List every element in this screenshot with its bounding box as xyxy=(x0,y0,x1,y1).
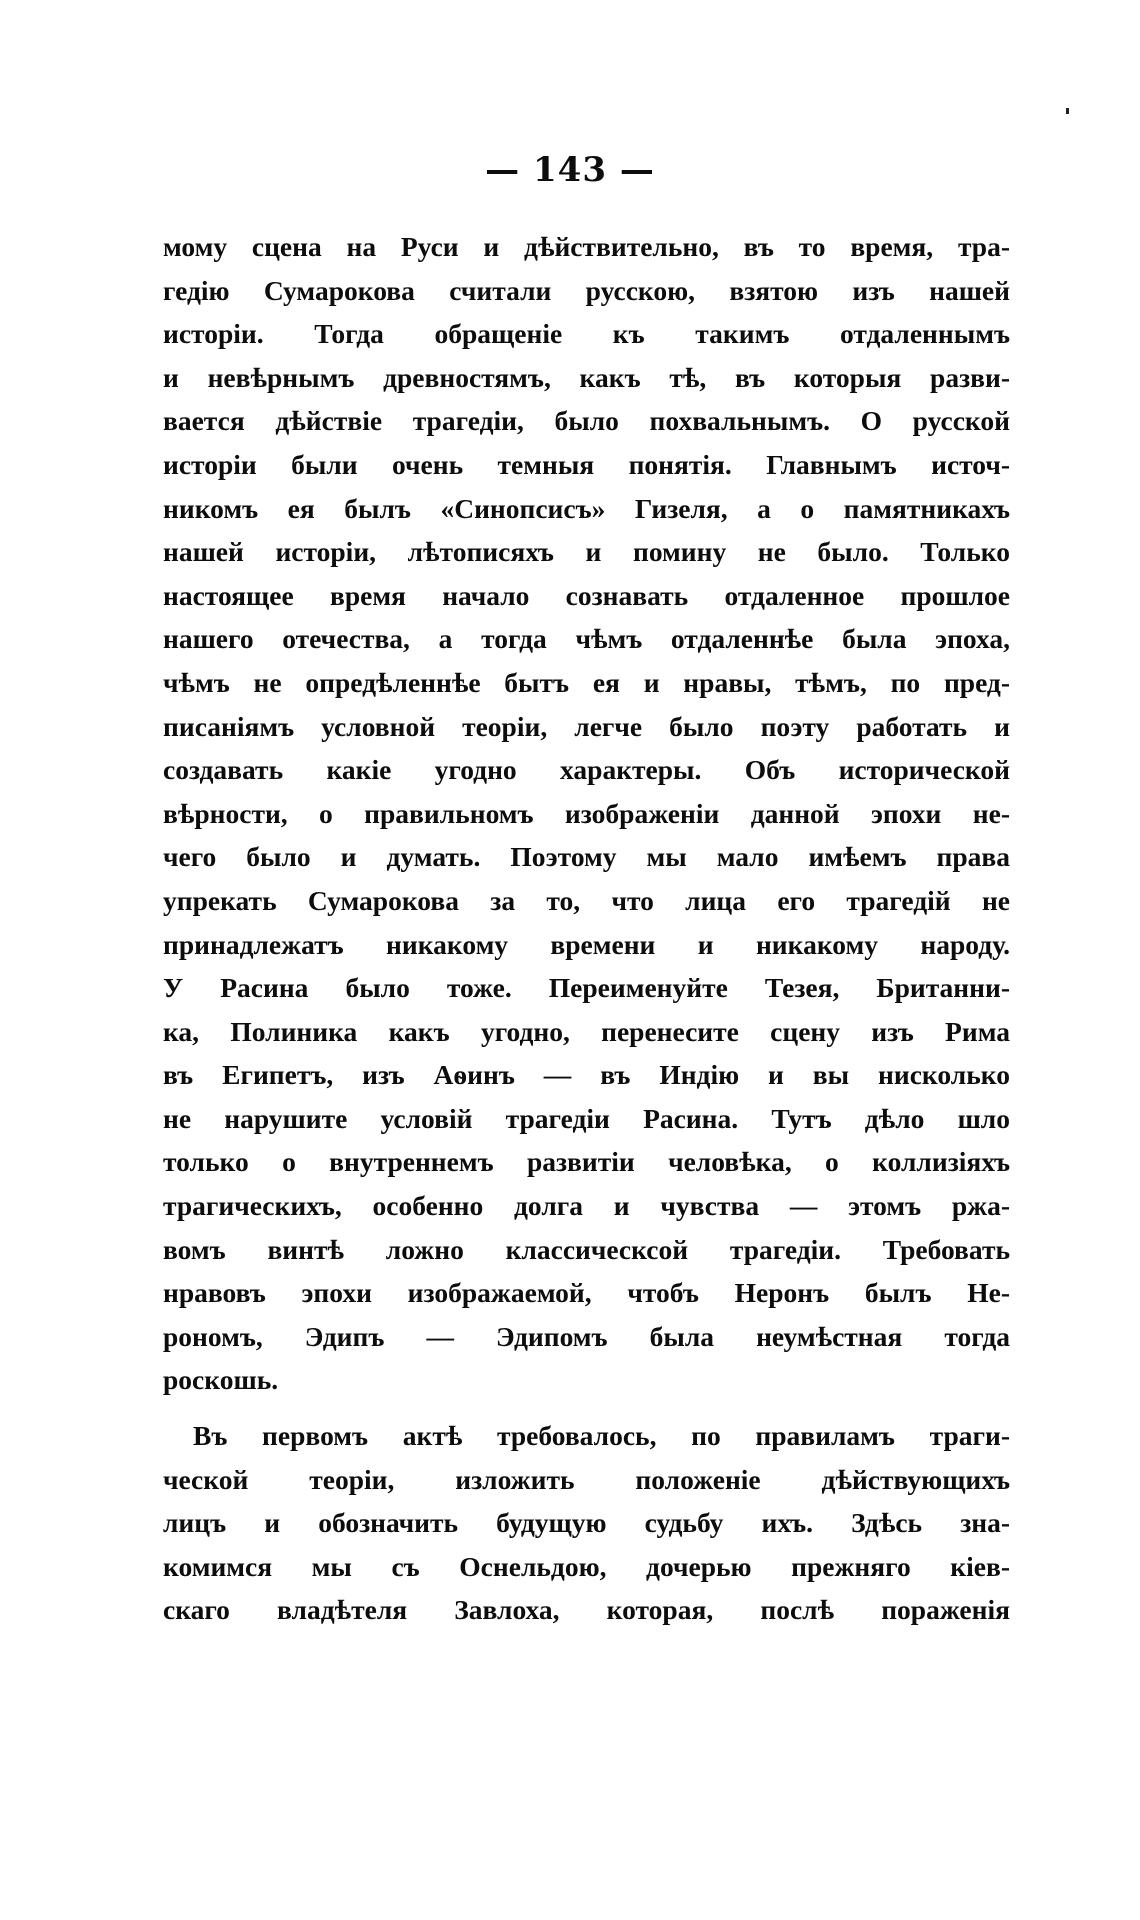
text-line: никомъ ея былъ «Синопсисъ» Гизеля, а о памятникахъ xyxy=(163,492,1010,524)
text-line: чѣмъ не опредѣленнѣе бытъ ея и нравы, тѣмъ, по пред- xyxy=(163,666,1010,698)
text-line: только о внутреннемъ развитіи человѣка, о коллизіяхъ xyxy=(163,1146,1010,1178)
text-line: исторіи были очень темныя понятія. Главнымъ источ- xyxy=(163,448,1010,480)
text-line: вѣрности, о правильномъ изображеніи данной эпохи не- xyxy=(163,797,1010,829)
text-line: писаніямъ условной теоріи, легче было поэту работать и xyxy=(163,710,1010,742)
text-line: мому сцена на Руси и дѣйствительно, въ то время, тра- xyxy=(163,231,1010,262)
text-line: настоящее время начало сознавать отдаленное прошлое xyxy=(163,579,1010,611)
text-body xyxy=(163,225,1010,1632)
text-line: вается дѣйствіе трагедіи, было похвальнымъ. О русской xyxy=(163,405,1010,437)
text-line: роскошь. xyxy=(163,1364,279,1396)
text-line: комимся мы съ Оснельдою, дочерью прежняго кіев- xyxy=(163,1550,1010,1582)
text-line: трагическихъ, особенно долга и чувства — этомъ ржа- xyxy=(163,1190,1010,1222)
text-line: лицъ и обозначить будущую судьбу ихъ. Здѣсь зна- xyxy=(163,1507,1010,1539)
text-line: ческой теоріи, изложить положеніе дѣйствующихъ xyxy=(163,1463,1010,1495)
ink-speck xyxy=(1066,108,1069,114)
text-line: упрекать Сумарокова за то, что лица его трагедій не xyxy=(163,884,1010,916)
text-line: вомъ винтѣ ложно классическсой трагедіи. Требовать xyxy=(163,1233,1010,1265)
text-line: не нарушите условій трагедіи Расина. Тутъ дѣло шло xyxy=(163,1102,1010,1134)
paragraph-2 xyxy=(163,1414,1010,1632)
text-line: въ Египетъ, изъ Аѳинъ — въ Индію и вы нисколько xyxy=(163,1059,1010,1091)
text-line: гедію Сумарокова считали русскою, взятою изъ нашей xyxy=(163,274,1010,306)
text-line: ка, Полиника какъ угодно, перенесите сцену изъ Рима xyxy=(163,1015,1010,1047)
text-line: нравовъ эпохи изображаемой, чтобъ Неронъ былъ Не- xyxy=(163,1277,1010,1309)
text-line: принадлежатъ никакому времени и никакому народу. xyxy=(163,928,1010,960)
text-line: скаго владѣтеля Завлоха, которая, послѣ пораженія xyxy=(163,1594,1010,1626)
text-line: создавать какіе угодно характеры. Объ исторической xyxy=(163,754,1010,786)
text-line: нашего отечества, а тогда чѣмъ отдаленнѣе была эпоха, xyxy=(163,623,1010,655)
text-line: У Расина было тоже. Переименуйте Тезея, Британни- xyxy=(163,972,1010,1004)
paragraph-1 xyxy=(163,225,1010,1402)
text-line: рономъ, Эдипъ — Эдипомъ была неумѣстная тогда xyxy=(163,1320,1010,1352)
text-line: чего было и думать. Поэтому мы мало имѣемъ права xyxy=(163,841,1010,873)
paragraph-gap xyxy=(163,1402,1010,1414)
page-number: — 143 — xyxy=(485,150,655,190)
text-line: и невѣрнымъ древностямъ, какъ тѣ, въ которыя разви- xyxy=(163,361,1010,393)
text-line: Въ первомъ актѣ требовалось, по правиламъ траги- xyxy=(193,1420,1010,1452)
text-line: исторіи. Тогда обращеніе къ такимъ отдаленнымъ xyxy=(163,318,1010,350)
text-line: нашей исторіи, лѣтописяхъ и помину не было. Только xyxy=(163,536,1010,568)
